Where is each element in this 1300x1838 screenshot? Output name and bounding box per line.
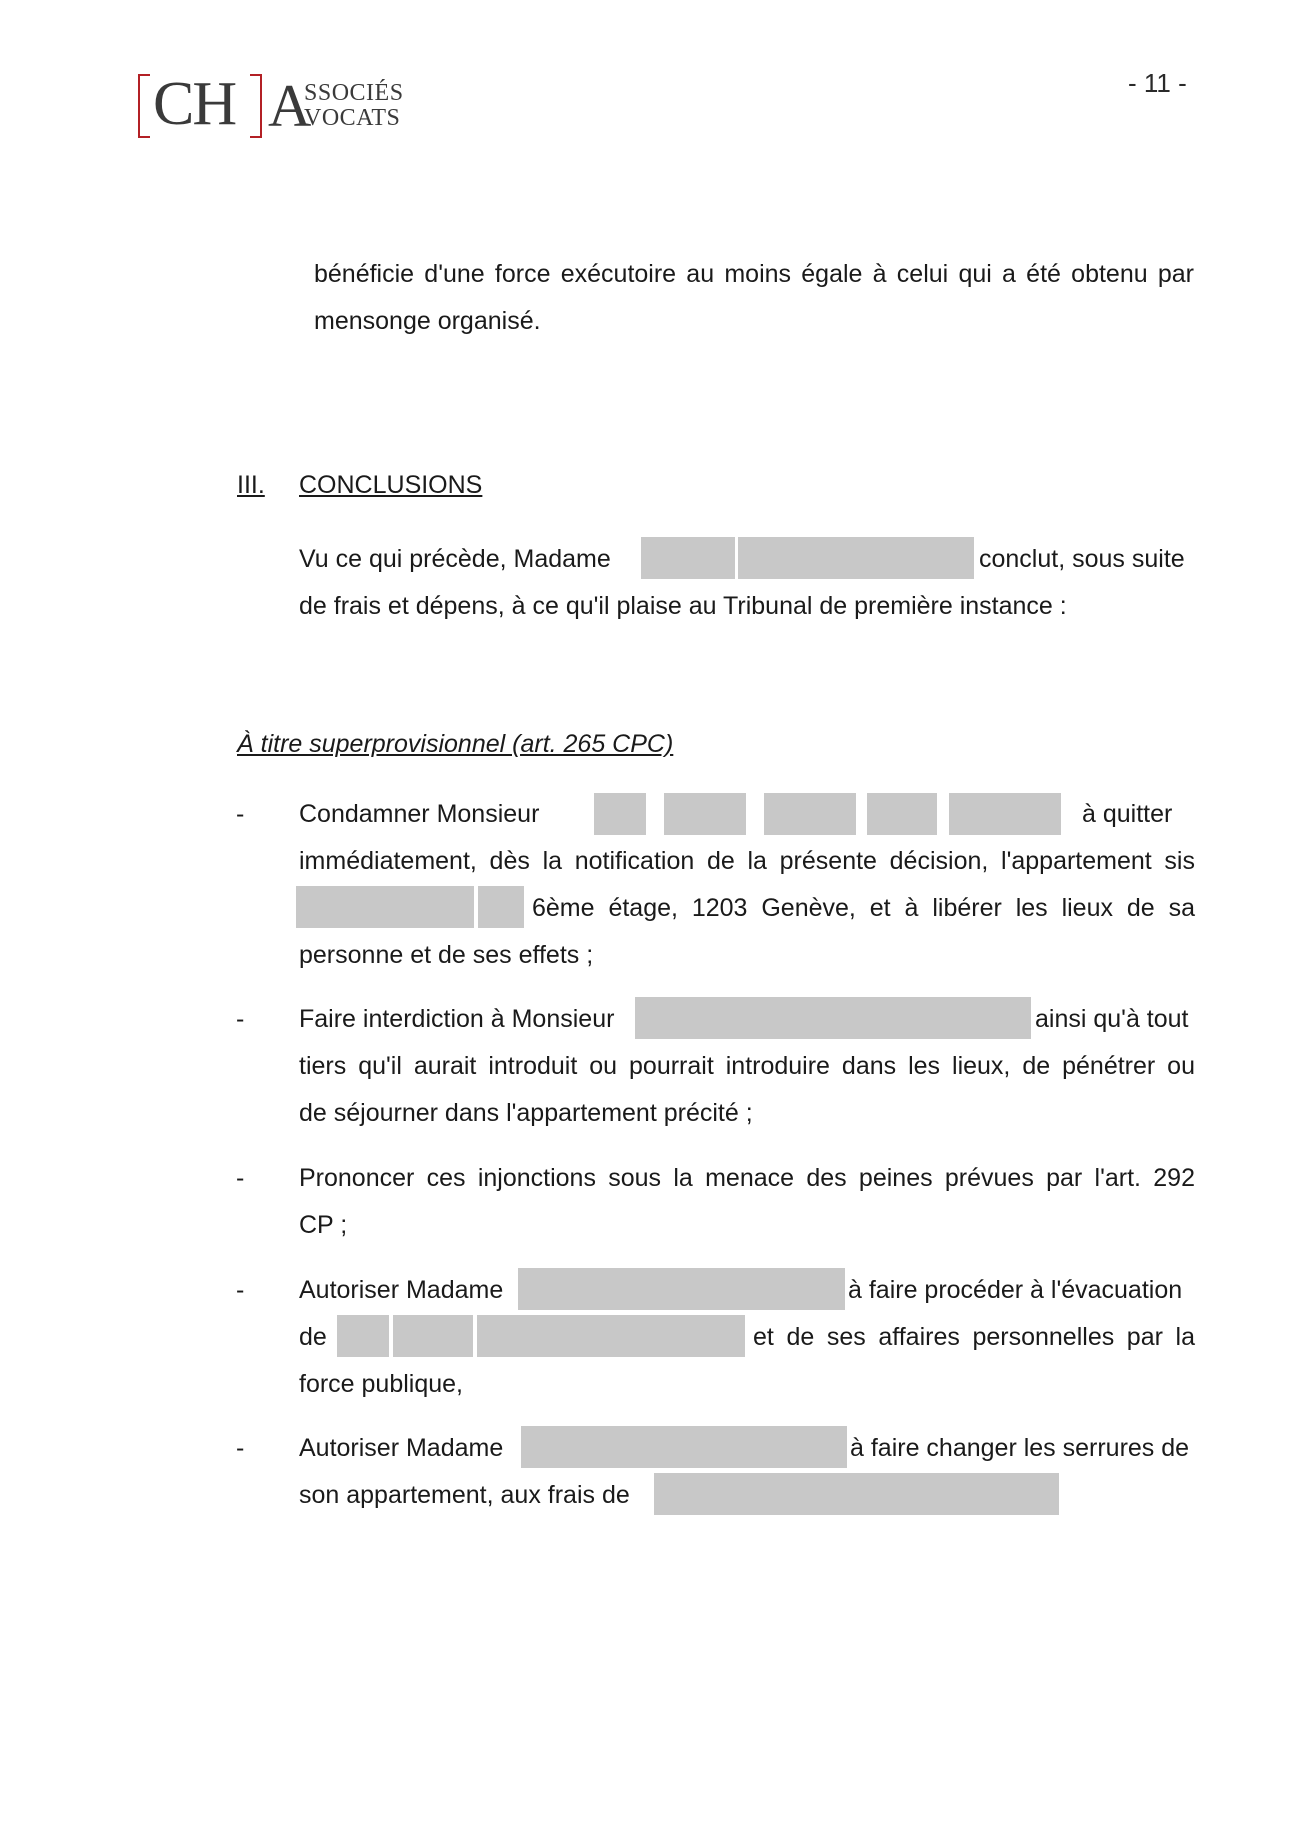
redaction-block [393,1315,473,1357]
para1-line-2: de frais et dépens, à ce qu'il plaise au Tribunal de première instance : [299,592,1067,620]
redaction-block [521,1426,847,1468]
item4-end: à faire procéder à l'évacuation [848,1276,1183,1304]
intro-line-1: bénéficie d'une force exécutoire au moins égale à celui qui a été obtenu par [314,260,1194,288]
logo-line1: SSOCIÉS [304,80,404,106]
list-dash: - [236,1434,245,1462]
item1-end: à quitter [1082,800,1173,828]
item3-line-2: CP ; [299,1211,348,1239]
para1-start: Vu ce qui précède, Madame [299,545,611,573]
item4-de: de [299,1323,327,1351]
redaction-block [594,793,646,835]
item2-start: Faire interdiction à Monsieur [299,1005,615,1033]
item5-end: à faire changer les serrures de [850,1434,1190,1462]
redaction-block [654,1473,1059,1515]
item4-start: Autoriser Madame [299,1276,504,1304]
logo-big-letter: A [268,73,312,139]
redaction-block [867,793,937,835]
logo-right-bracket [250,74,262,138]
redaction-block [478,886,524,928]
redaction-block [641,537,735,579]
redaction-block [664,793,746,835]
section-number: III. [237,471,265,499]
item2-line-3: de séjourner dans l'appartement précité ; [299,1099,753,1127]
page-number: - 11 - [1128,68,1187,98]
para1-end: conclut, sous suite [979,545,1185,573]
item3-line-1: Prononcer ces injonctions sous la menace des peines prévues par l'art. 292 [299,1164,1195,1192]
redaction-block [337,1315,389,1357]
item1-start: Condamner Monsieur [299,800,540,828]
list-dash: - [236,1164,245,1192]
logo-line2: VOCATS [304,105,401,131]
item1-line-4: personne et de ses effets ; [299,941,594,969]
redaction-block [296,886,474,928]
redaction-block [949,793,1061,835]
logo-initials: CH [153,70,236,138]
redaction-block [764,793,856,835]
intro-line-2: mensonge organisé. [314,307,541,335]
redaction-block [477,1315,745,1357]
item2-end: ainsi qu'à tout [1035,1005,1189,1033]
list-dash: - [236,1276,245,1304]
item4-line-3: force publique, [299,1370,464,1398]
item5-line-2: son appartement, aux frais de [299,1481,630,1509]
item1-line-2: immédiatement, dès la notification de la présente décision, l'appartement sis [299,847,1195,875]
subheading: À titre superprovisionnel (art. 265 CPC) [237,730,674,758]
logo-left-bracket [138,74,150,138]
section-title: CONCLUSIONS [299,471,483,499]
item4-line-2-end: et de ses affaires personnelles par la [753,1323,1195,1351]
redaction-block [635,997,1031,1039]
redaction-block [738,537,974,579]
list-dash: - [236,800,245,828]
redaction-block [518,1268,845,1310]
list-dash: - [236,1005,245,1033]
item2-line-2: tiers qu'il aurait introduit ou pourrait introduire dans les lieux, de pénétrer ou [299,1052,1195,1080]
item5-start: Autoriser Madame [299,1434,504,1462]
item1-line-3: 6ème étage, 1203 Genève, et à libérer les lieux de sa [532,894,1195,922]
